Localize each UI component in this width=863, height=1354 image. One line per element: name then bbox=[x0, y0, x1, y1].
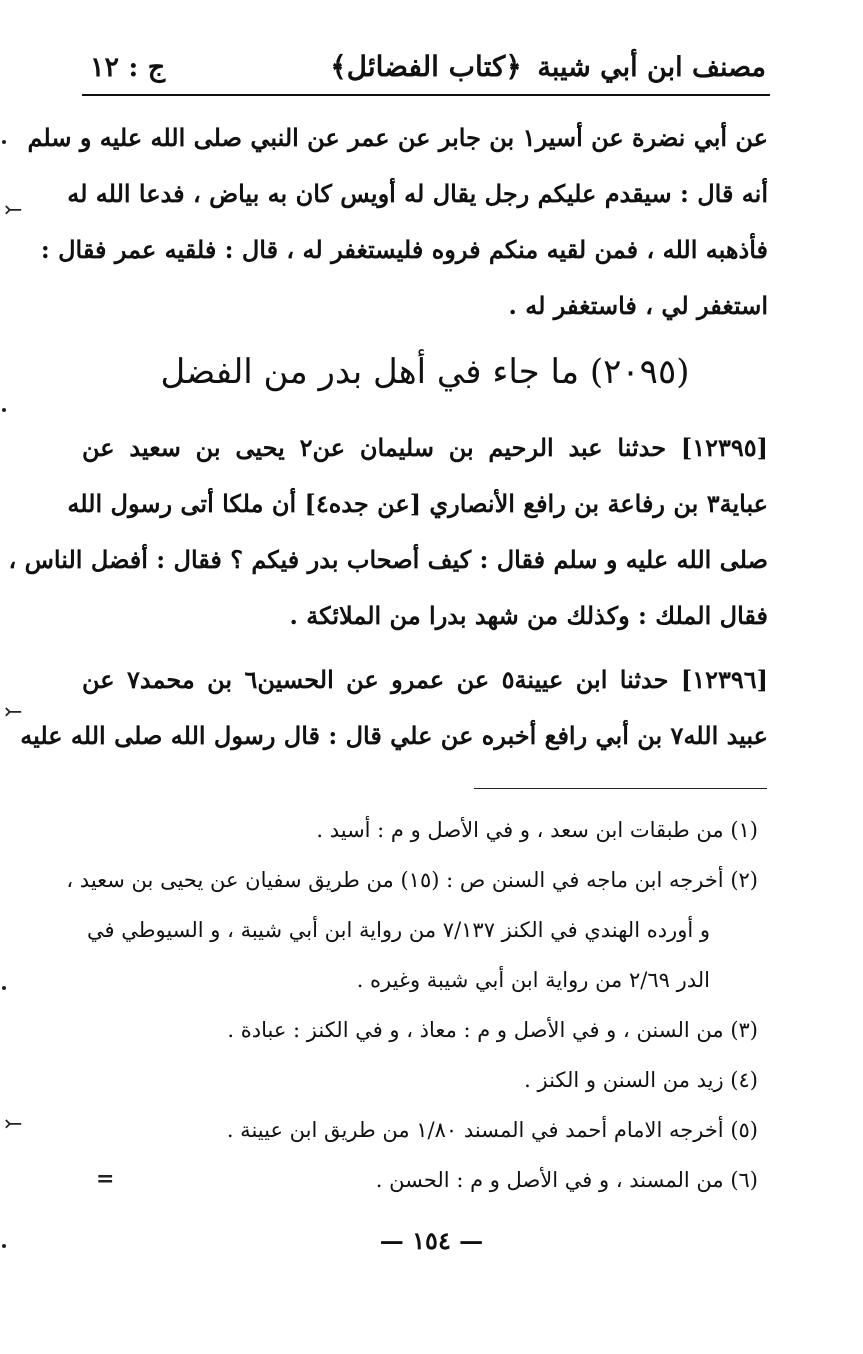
footnote-separator bbox=[474, 788, 767, 789]
chapter-title: ﴿كتاب الفضائل﴾ bbox=[330, 50, 522, 83]
section-heading: (٢٠٩٥) ما جاء في أهل بدر من الفضل bbox=[160, 352, 690, 392]
margin-arrow-icon: ⤚ bbox=[4, 1112, 23, 1137]
page-number: — ١٥٤ — bbox=[379, 1226, 484, 1255]
paragraph-line: فأذهبه الله ، فمن لقيه منكم فروه فليستغفر له ، قال : فلقيه عمر فقال : bbox=[40, 235, 768, 264]
hadith-line: فقال الملك : وكذلك من شهد بدرا من الملائكة . bbox=[289, 601, 768, 630]
footnote: (٤) زيد من السنن و الكنز . bbox=[524, 1068, 758, 1092]
footnote: (٣) من السنن ، و في الأصل و م : معاذ ، و في الكنز : عبادة . bbox=[227, 1018, 758, 1042]
paragraph-line: عن أبي نضرة عن أسير١ بن جابر عن عمر عن النبي صلى الله عليه و سلم bbox=[27, 123, 768, 152]
paragraph-line: استغفر لي ، فاستغفر له . bbox=[508, 291, 768, 320]
paragraph-line: أنه قال : سيقدم عليكم رجل يقال له أويس كان به بياض ، فدعا الله له bbox=[67, 179, 768, 208]
margin-dot-icon bbox=[2, 1244, 6, 1248]
hadith-line: عباية٣ بن رفاعة بن رافع الأنصاري [عن جده٤] أن ملكا أتى رسول الله bbox=[67, 489, 768, 518]
hadith-line: [١٢٣٩٥] حدثنا عبد الرحيم بن سليمان عن٢ يحيى بن سعيد عن bbox=[82, 433, 768, 462]
hadith-line: عبيد الله٧ بن أبي رافع أخبره عن علي قال : قال رسول الله صلى الله عليه bbox=[20, 721, 768, 750]
margin-dot-icon bbox=[2, 140, 6, 144]
equals-mark-icon: = bbox=[96, 1166, 115, 1192]
margin-dot-icon bbox=[2, 408, 6, 412]
footnote: (٢) أخرجه ابن ماجه في السنن ص : (١٥) من طريق سفيان عن يحيى بن سعيد ، bbox=[66, 868, 758, 892]
footnote-continuation: و أورده الهندي في الكنز ٧/١٣٧ من رواية ابن أبي شيبة ، و السيوطي في bbox=[87, 918, 710, 942]
volume-number: ج : ١٢ bbox=[90, 52, 166, 83]
book-title: مصنف ابن أبي شيبة bbox=[537, 52, 766, 83]
margin-arrow-icon: ⤚ bbox=[4, 700, 23, 725]
footnote: (٦) من المسند ، و في الأصل و م : الحسن . bbox=[375, 1168, 758, 1192]
footnote: (٥) أخرجه الامام أحمد في المسند ١/٨٠ من طريق ابن عيينة . bbox=[226, 1118, 758, 1142]
hadith-line: صلى الله عليه و سلم فقال : كيف أصحاب بدر فيكم ؟ فقال : أفضل الناس ، bbox=[8, 545, 768, 574]
margin-dot-icon bbox=[2, 986, 6, 990]
hadith-line: [١٢٣٩٦] حدثنا ابن عيينة٥ عن عمرو عن الحسين٦ بن محمد٧ عن bbox=[82, 665, 769, 694]
footnote-continuation: الدر ٢/٦٩ من رواية ابن أبي شيبة وغيره . bbox=[356, 968, 710, 992]
margin-arrow-icon: ⤚ bbox=[4, 198, 23, 223]
footnote: (١) من طبقات ابن سعد ، و في الأصل و م : أسيد . bbox=[316, 818, 758, 842]
page-header bbox=[82, 42, 770, 96]
